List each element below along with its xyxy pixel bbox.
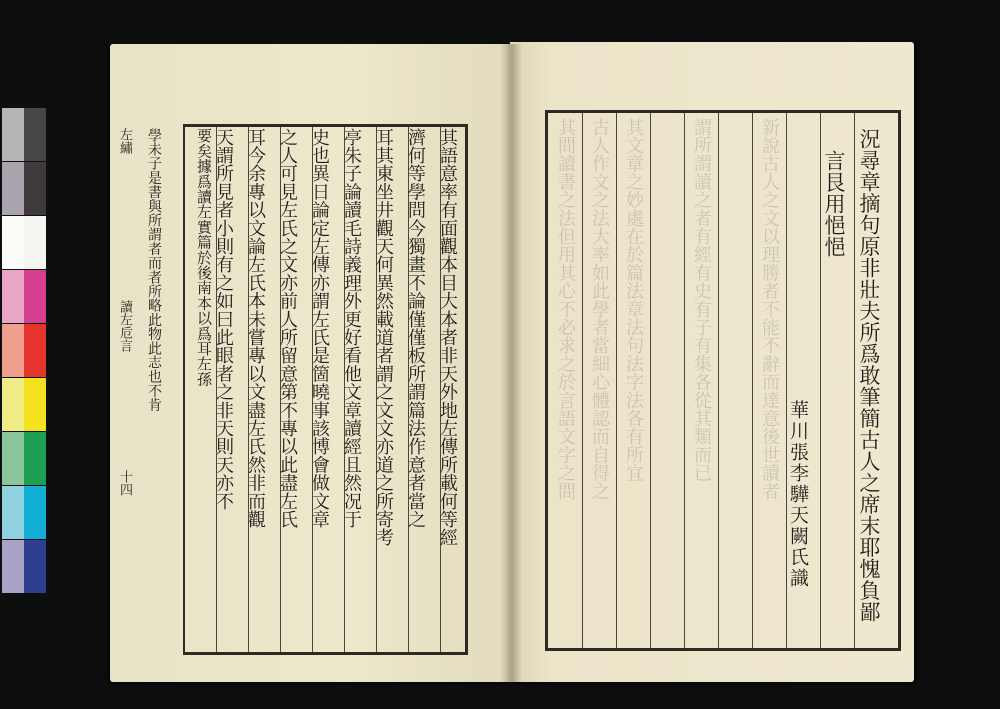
calibration-swatch [24, 378, 46, 431]
calibration-swatch [2, 486, 24, 539]
left-text-column: 之人可見左氏之文亦前人所留意第不專以此盡左氏 [277, 128, 298, 529]
left-text-column: 要矣據爲讀左實篇於後南本以爲耳左孫 [195, 128, 213, 387]
left-text-column: 濟何等學問今獨畫不論僅僅板所謂篇法作意者當之 [405, 128, 426, 529]
calibration-swatch [2, 162, 24, 215]
calibration-swatch [2, 216, 24, 269]
color-calibration-strip [2, 108, 46, 595]
calibration-swatch [24, 432, 46, 485]
author-signature: 華川張李驊天闕氏識 [787, 400, 809, 589]
preface-text-column: 況尋章摘句原非壯夫所爲敢筆簡古人之席末耶愧負鄙 [857, 128, 881, 623]
calibration-swatch [2, 540, 24, 593]
book-gutter [500, 44, 522, 682]
left-text-column: 耳其東坐井觀天何異然載道者謂之文文亦道之所寄考 [373, 128, 394, 547]
bleed-through-text: 其文章之妙處在於篇法章法句法字法各有所宜 [623, 118, 644, 482]
calibration-swatch [24, 540, 46, 593]
calibration-swatch [24, 324, 46, 377]
left-text-column: 耳今余專以文論左氏本未嘗專以文盡左氏然非而觀 [245, 128, 266, 529]
left-text-column: 學未子是書與所謂者而者所略此物此志也不肯 [146, 128, 162, 412]
bleed-through-text: 新說古人之文以理勝者不能不辭而達意後世讀者 [759, 118, 780, 501]
calibration-swatch [24, 486, 46, 539]
calibration-swatch [2, 108, 24, 161]
calibration-swatch [2, 324, 24, 377]
left-text-column: 天謂所見者小則有之如曰此眼者之非天則天亦不 [213, 128, 234, 511]
calibration-swatch [24, 216, 46, 269]
left-text-column: 亭朱子論讀毛詩義理外更好看他文章讀經且然况于 [341, 128, 362, 529]
calibration-swatch [24, 108, 46, 161]
preface-text-column: 言艮用悒悒 [822, 150, 846, 258]
left-text-column: 史也異日論定左傳亦謂左氏是箇曉事該博會做文章 [309, 128, 330, 529]
margin-title: 左繡 [117, 128, 132, 154]
bleed-through-text: 古人作文之法大率如此學者當細心體認而自得之 [589, 118, 610, 501]
bleed-through-text: 謂所謂讀之者有經有史有子有集各從其類而已 [691, 118, 712, 482]
bleed-through-text: 其間讀書之法但用其心不必求之於言語文字之間 [555, 118, 576, 501]
calibration-swatch [2, 378, 24, 431]
calibration-swatch [2, 432, 24, 485]
calibration-swatch [24, 162, 46, 215]
page-number: 十四 [117, 470, 132, 496]
calibration-swatch [24, 270, 46, 323]
left-text-column: 其語意率有面觀本目大本者非天外地左傳所載何等經 [437, 128, 458, 547]
calibration-swatch [2, 270, 24, 323]
margin-section-title: 讀左卮言 [117, 300, 132, 352]
